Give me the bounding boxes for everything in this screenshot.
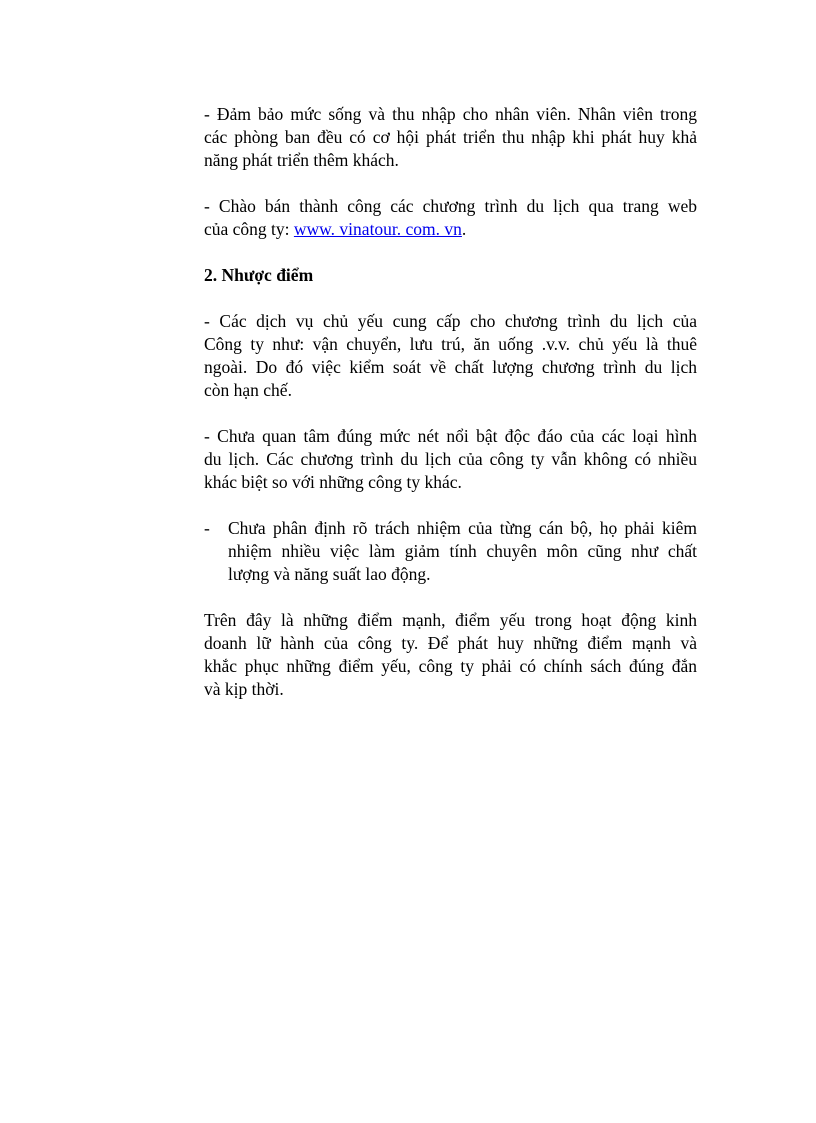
- text-line: ngoài. Do đó việc kiểm soát về chất lượng chương trình du lịch: [204, 357, 697, 377]
- paragraph-services: [204, 310, 697, 402]
- paragraph-income: [204, 103, 697, 172]
- text-suffix: .: [461, 219, 467, 239]
- text-line: các phòng ban đều có cơ hội phát triển thu nhập khi phát huy khả: [204, 127, 697, 147]
- text-line: năng phát triển thêm khách.: [204, 150, 399, 170]
- text-line: Công ty như: vận chuyển, lưu trú, ăn uống .v.v. chủ yếu là thuê: [204, 334, 697, 354]
- text-line: Chưa phân định rõ trách nhiệm của từng cán bộ, họ phải kiêm: [228, 518, 697, 538]
- text-line: du lịch. Các chương trình du lịch của công ty vẫn không có nhiều: [204, 449, 697, 469]
- text-line: doanh lữ hành của công ty. Để phát huy những điểm mạnh và: [204, 633, 697, 653]
- text-line: khác biệt so với những công ty khác.: [204, 472, 462, 492]
- text-line: - Chưa quan tâm đúng mức nét nổi bật độc đáo của các loại hình: [204, 426, 697, 446]
- paragraph-website: [204, 195, 697, 241]
- section-heading: 2. Nhược điểm: [204, 265, 314, 285]
- paragraph-conclusion: [204, 609, 697, 701]
- text-line: - Đảm bảo mức sống và thu nhập cho nhân viên. Nhân viên trong: [204, 104, 697, 124]
- document-body: [204, 103, 697, 724]
- text-line: và kịp thời.: [204, 679, 284, 699]
- text-line: còn hạn chế.: [204, 380, 292, 400]
- text-line: nhiệm nhiều việc làm giảm tính chuyên môn cũng như chất: [228, 541, 697, 561]
- website-link[interactable]: www. vinatour. com. vn: [293, 219, 462, 239]
- text-line: [204, 218, 697, 241]
- bullet-responsibility: [204, 517, 697, 586]
- bullet-dash: -: [204, 518, 210, 538]
- paragraph-features: [204, 425, 697, 494]
- text-line: - Chào bán thành công các chương trình du lịch qua trang web: [204, 196, 697, 216]
- text-line: - Các dịch vụ chủ yếu cung cấp cho chương trình du lịch của: [204, 311, 697, 331]
- text-line: khắc phục những điểm yếu, công ty phải có chính sách đúng đắn: [204, 656, 697, 676]
- text-prefix: của công ty:: [204, 219, 294, 239]
- text-line: Trên đây là những điểm mạnh, điểm yếu trong hoạt động kinh: [204, 610, 697, 630]
- text-line: lượng và năng suất lao động.: [228, 564, 431, 584]
